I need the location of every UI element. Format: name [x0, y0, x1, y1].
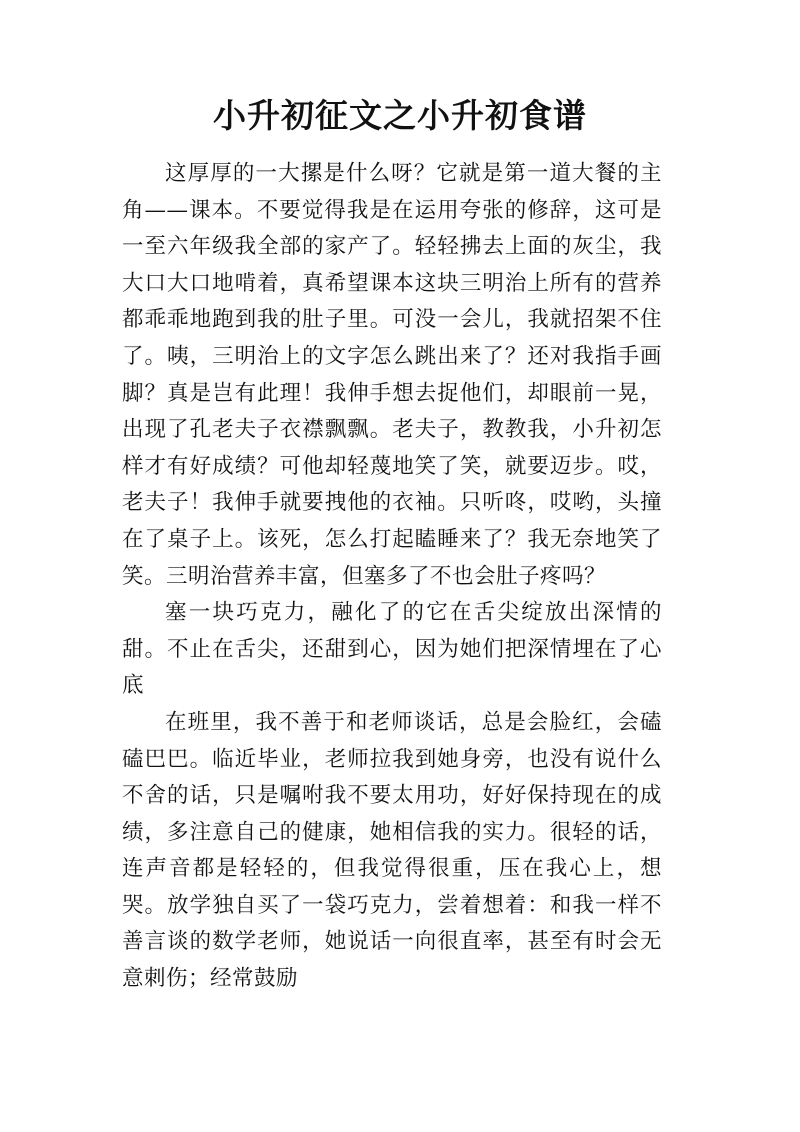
document-body — [122, 156, 662, 998]
document-title: 小升初征文之小升初食谱 — [213, 96, 587, 135]
paragraph-1: 这厚厚的一大摞是什么呀？它就是第一道大餐的主角——课本。不要觉得我是在运用夸张的修辞，这可是一至六年级我全部的家产了。轻轻拂去上面的灰尘，我大口大口地啃着，真希望课本这块三明治上所有的营养都乖乖地跑到我的肚子里。可没一会儿，我就招架不住了。咦，三明治上的文字怎么跳出来了？还对我指手画脚？真是岂有此理！我伸手想去捉他们，却眼前一晃，出现了孔老夫子衣襟飘飘。老夫子，教教我，小升初怎样才有好成绩？可他却轻蔑地笑了笑，就要迈步。哎，老夫子！我伸手就要拽他的衣袖。只听咚，哎哟，头撞在了桌子上。该死，怎么打起瞌睡来了？我无奈地笑了笑。三明治营养丰富，但塞多了不也会肚子疼吗？ — [122, 161, 662, 589]
paragraph-2: 塞一块巧克力，融化了的它在舌尖绽放出深情的甜。不止在舌尖，还甜到心，因为她们把深情埋在了心底 — [122, 600, 662, 699]
paragraph-3: 在班里，我不善于和老师谈话，总是会脸红，会磕磕巴巴。临近毕业，老师拉我到她身旁，也没有说什么不舍的话，只是嘱咐我不要太用功，好好保持现在的成绩，多注意自己的健康，她相信我的实力。很轻的话，连声音都是轻轻的，但我觉得很重，压在我心上，想哭。放学独自买了一袋巧克力，尝着想着：和我一样不善言谈的数学老师，她说话一向很直率，甚至有时会无意刺伤；经常鼓励 — [122, 709, 662, 992]
